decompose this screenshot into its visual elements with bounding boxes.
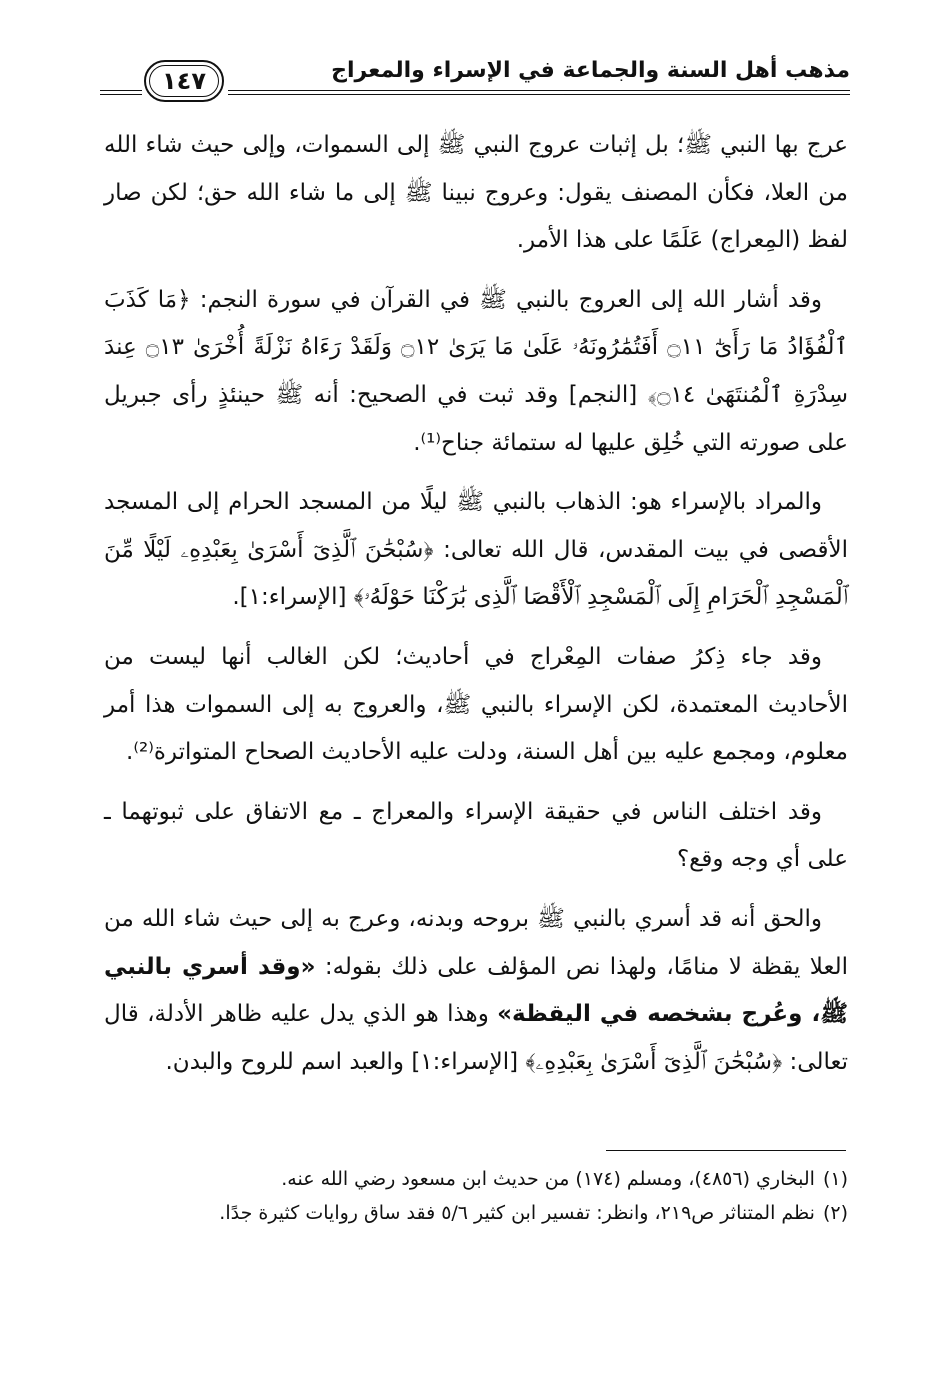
footnote-number: (٢) — [822, 1202, 848, 1224]
header-rule — [228, 90, 850, 91]
main-text — [104, 122, 848, 1098]
page-number-frame — [144, 60, 224, 102]
quoted-text: «وقد أسري بالنبي ﷺ، وعُرج بشخصه في اليقظة» — [104, 953, 848, 1028]
paragraph — [104, 896, 848, 1086]
paragraph: وقد أشار الله إلى العروج بالنبي ﷺ في القرآن في سورة النجم: ﴿مَا كَذَبَ ٱلْفُؤَادُ مَا رَأَىٰٓ ۝١١ أَفَتُمَٰرُونَهُۥ عَلَىٰ مَا يَرَىٰ ۝١٢ وَلَقَدْ رَءَاهُ نَزْلَةً أُخْرَىٰ ۝١٣ عِندَ سِدْرَةِ ٱلْمُنتَهَىٰ ۝١٤﴾ [النجم] وقد ثبت في الصحيح: أنه ﷺ حينئذٍ رأى جبريل على صورته التي خُلِق عليها له ستمائة جناح⁽¹⁾. — [104, 286, 849, 456]
header-rule — [100, 94, 142, 95]
footnote — [104, 1162, 848, 1196]
paragraph: وقد اختلف الناس في حقيقة الإسراء والمعراج ـ مع الاتفاق على ثبوتهما ـ على أي وجه وقع؟ — [104, 798, 848, 873]
header-rule — [100, 90, 142, 91]
page-number: ١٤٧ — [162, 67, 206, 95]
footnote-text: البخاري (٤٨٥٦)، ومسلم (١٧٤) من حديث ابن مسعود رضي الله عنه. — [281, 1168, 815, 1190]
header-rule — [228, 94, 850, 95]
paragraph: وقد جاء ذِكرُ صفات المِعْراج في أحاديث؛ لكن الغالب أنها ليست من الأحاديث المعتمدة، لكن الإسراء بالنبي ﷺ، والعروج به إلى السموات هذا أمر معلوم، ومجمع عليه بين أهل السنة، ودلت عليه الأحاديث الصحاح المتواترة⁽²⁾. — [104, 643, 848, 766]
paragraph-text: والحق أنه قد أسري بالنبي ﷺ بروحه وبدنه، وعرج به إلى حيث شاء الله من العلا يقظة لا منامًا، ولهذا نص المؤلف على ذلك بقوله: — [104, 905, 848, 980]
running-header — [100, 52, 850, 108]
paragraph: عرج بها النبي ﷺ؛ بل إثبات عروج النبي ﷺ إلى السموات، وإلى حيث شاء الله من العلا، فكأن المصنف يقول: وعروج نبينا ﷺ إلى ما شاء الله حق؛ لكن صار لفظ (المِعراج) عَلَمًا على هذا الأمر. — [104, 132, 848, 254]
footnote-number: (١) — [822, 1168, 848, 1190]
footnotes — [104, 1162, 848, 1230]
running-title: مذهب أهل السنة والجماعة في الإسراء والمعراج — [331, 58, 850, 83]
paragraph: والمراد بالإسراء هو: الذهاب بالنبي ﷺ ليلًا من المسجد الحرام إلى المسجد الأقصى في بيت المقدس، قال الله تعالى: ﴿سُبْحَٰنَ ٱلَّذِىٓ أَسْرَىٰ بِعَبْدِهِۦ لَيْلًا مِّنَ ٱلْمَسْجِدِ ٱلْحَرَامِ إِلَى ٱلْمَسْجِدِ ٱلْأَقْصَا ٱلَّذِى بَٰرَكْنَا حَوْلَهُۥ﴾ [الإسراء:١]. — [104, 489, 848, 611]
footnote-text: نظم المتناثر ص٢١٩، وانظر: تفسير ابن كثير ٥/٦ فقد ساق روايات كثيرة جدًا. — [219, 1202, 815, 1224]
footnote — [104, 1196, 848, 1230]
paragraph-text: وهذا هو الذي يدل عليه ظاهر الأدلة، قال تعالى: ﴿سُبْحَٰنَ ٱلَّذِىٓ أَسْرَىٰ بِعَبْدِهِۦ﴾ [الإسراء:١] والعبد اسم للروح والبدن. — [104, 1001, 848, 1075]
footnote-separator — [606, 1150, 846, 1151]
